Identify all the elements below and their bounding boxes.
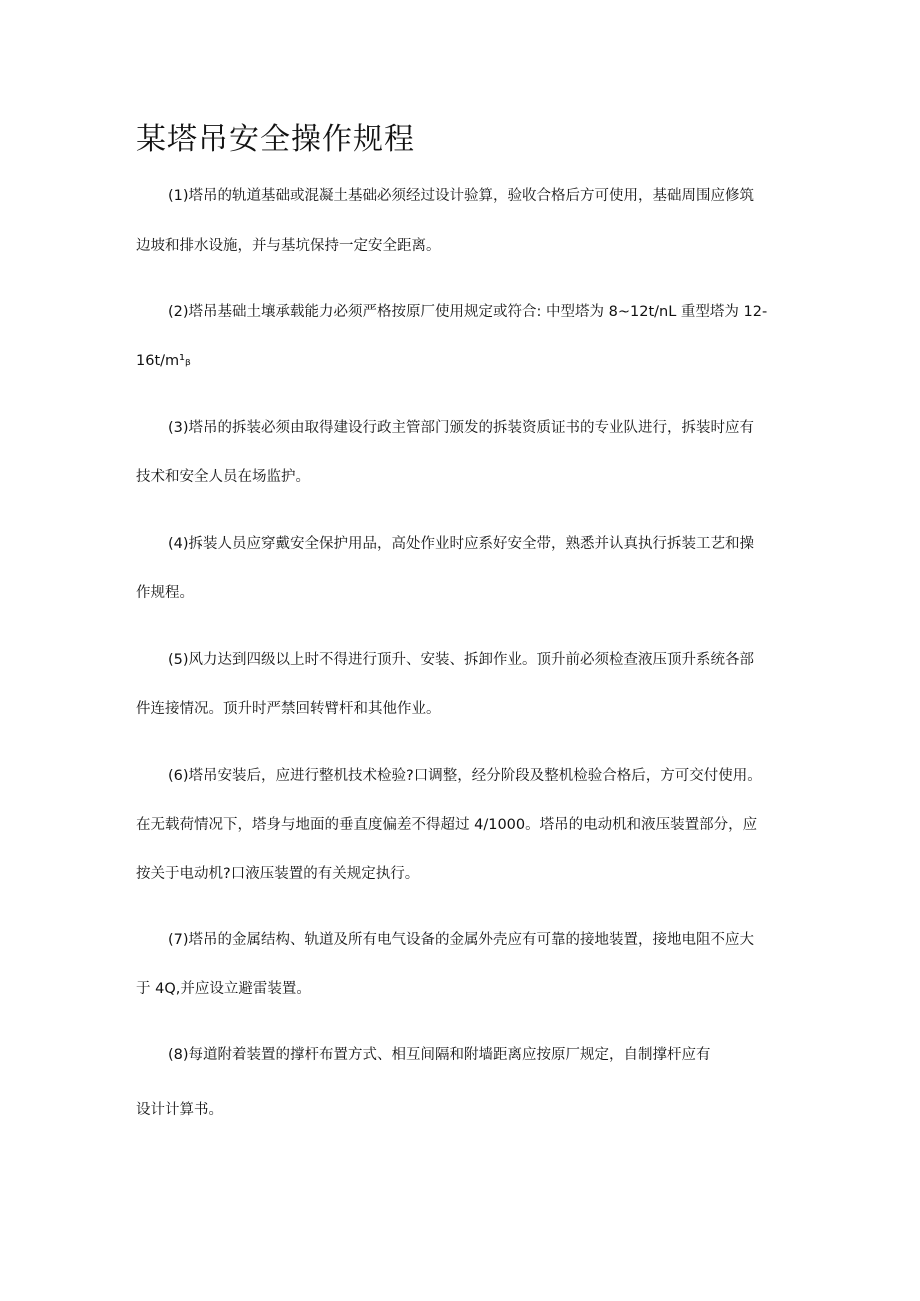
paragraph-6-line-2: 在无载荷情况下，塔身与地面的垂直度偏差不得超过 4/1000。塔吊的电动机和液压装置部分，应 (136, 817, 758, 833)
paragraph-2-line-2: 16t∕m¹ᵦ (136, 353, 191, 369)
paragraph-6-line-1: (6)塔吊安装后，应进行整机技术检验?口调整，经分阶段及整机检验合格后，方可交付使用。 (168, 768, 762, 784)
paragraph-6-line-3: 按关于电动机?口液压装置的有关规定执行。 (136, 866, 420, 882)
paragraph-5-line-2: 件连接情况。顶升时严禁回转臂杆和其他作业。 (136, 701, 441, 717)
paragraph-1-line-2: 边坡和排水设施，并与基坑保持一定安全距离。 (136, 238, 441, 254)
paragraph-3-line-2: 技术和安全人员在场监护。 (136, 469, 310, 485)
paragraph-8-line-2: 设计计算书。 (136, 1102, 223, 1118)
paragraph-2-line-1: (2)塔吊基础土壤承载能力必须严格按原厂使用规定或符合: 中型塔为 8~12t∕nL 重型塔为 12- (168, 304, 768, 320)
paragraph-1-line-1: (1)塔吊的轨道基础或混凝土基础必须经过设计验算，验收合格后方可使用，基础周围应修筑 (168, 188, 755, 204)
paragraph-5-line-1: (5)风力达到四级以上时不得进行顶升、安装、拆卸作业。顶升前必须检查液压顶升系统各部 (168, 652, 755, 668)
paragraph-4-line-1: (4)拆装人员应穿戴安全保护用品，高处作业时应系好安全带，熟悉并认真执行拆装工艺和操 (168, 536, 755, 552)
paragraph-3-line-1: (3)塔吊的拆装必须由取得建设行政主管部门颁发的拆装资质证书的专业队进行，拆装时应有 (168, 420, 755, 436)
paragraph-4-line-2: 作规程。 (136, 585, 194, 601)
page-title: 某塔吊安全操作规程 (136, 122, 415, 157)
paragraph-7-line-1: (7)塔吊的金属结构、轨道及所有电气设备的金属外壳应有可靠的接地装置，接地电阻不应大 (168, 932, 755, 948)
paragraph-7-line-2: 于 4Q,并应设立避雷装置。 (136, 981, 311, 997)
paragraph-8-line-1: (8)每道附着装置的撑杆布置方式、相互间隔和附墙距离应按原厂规定，自制撑杆应有 (168, 1047, 711, 1063)
